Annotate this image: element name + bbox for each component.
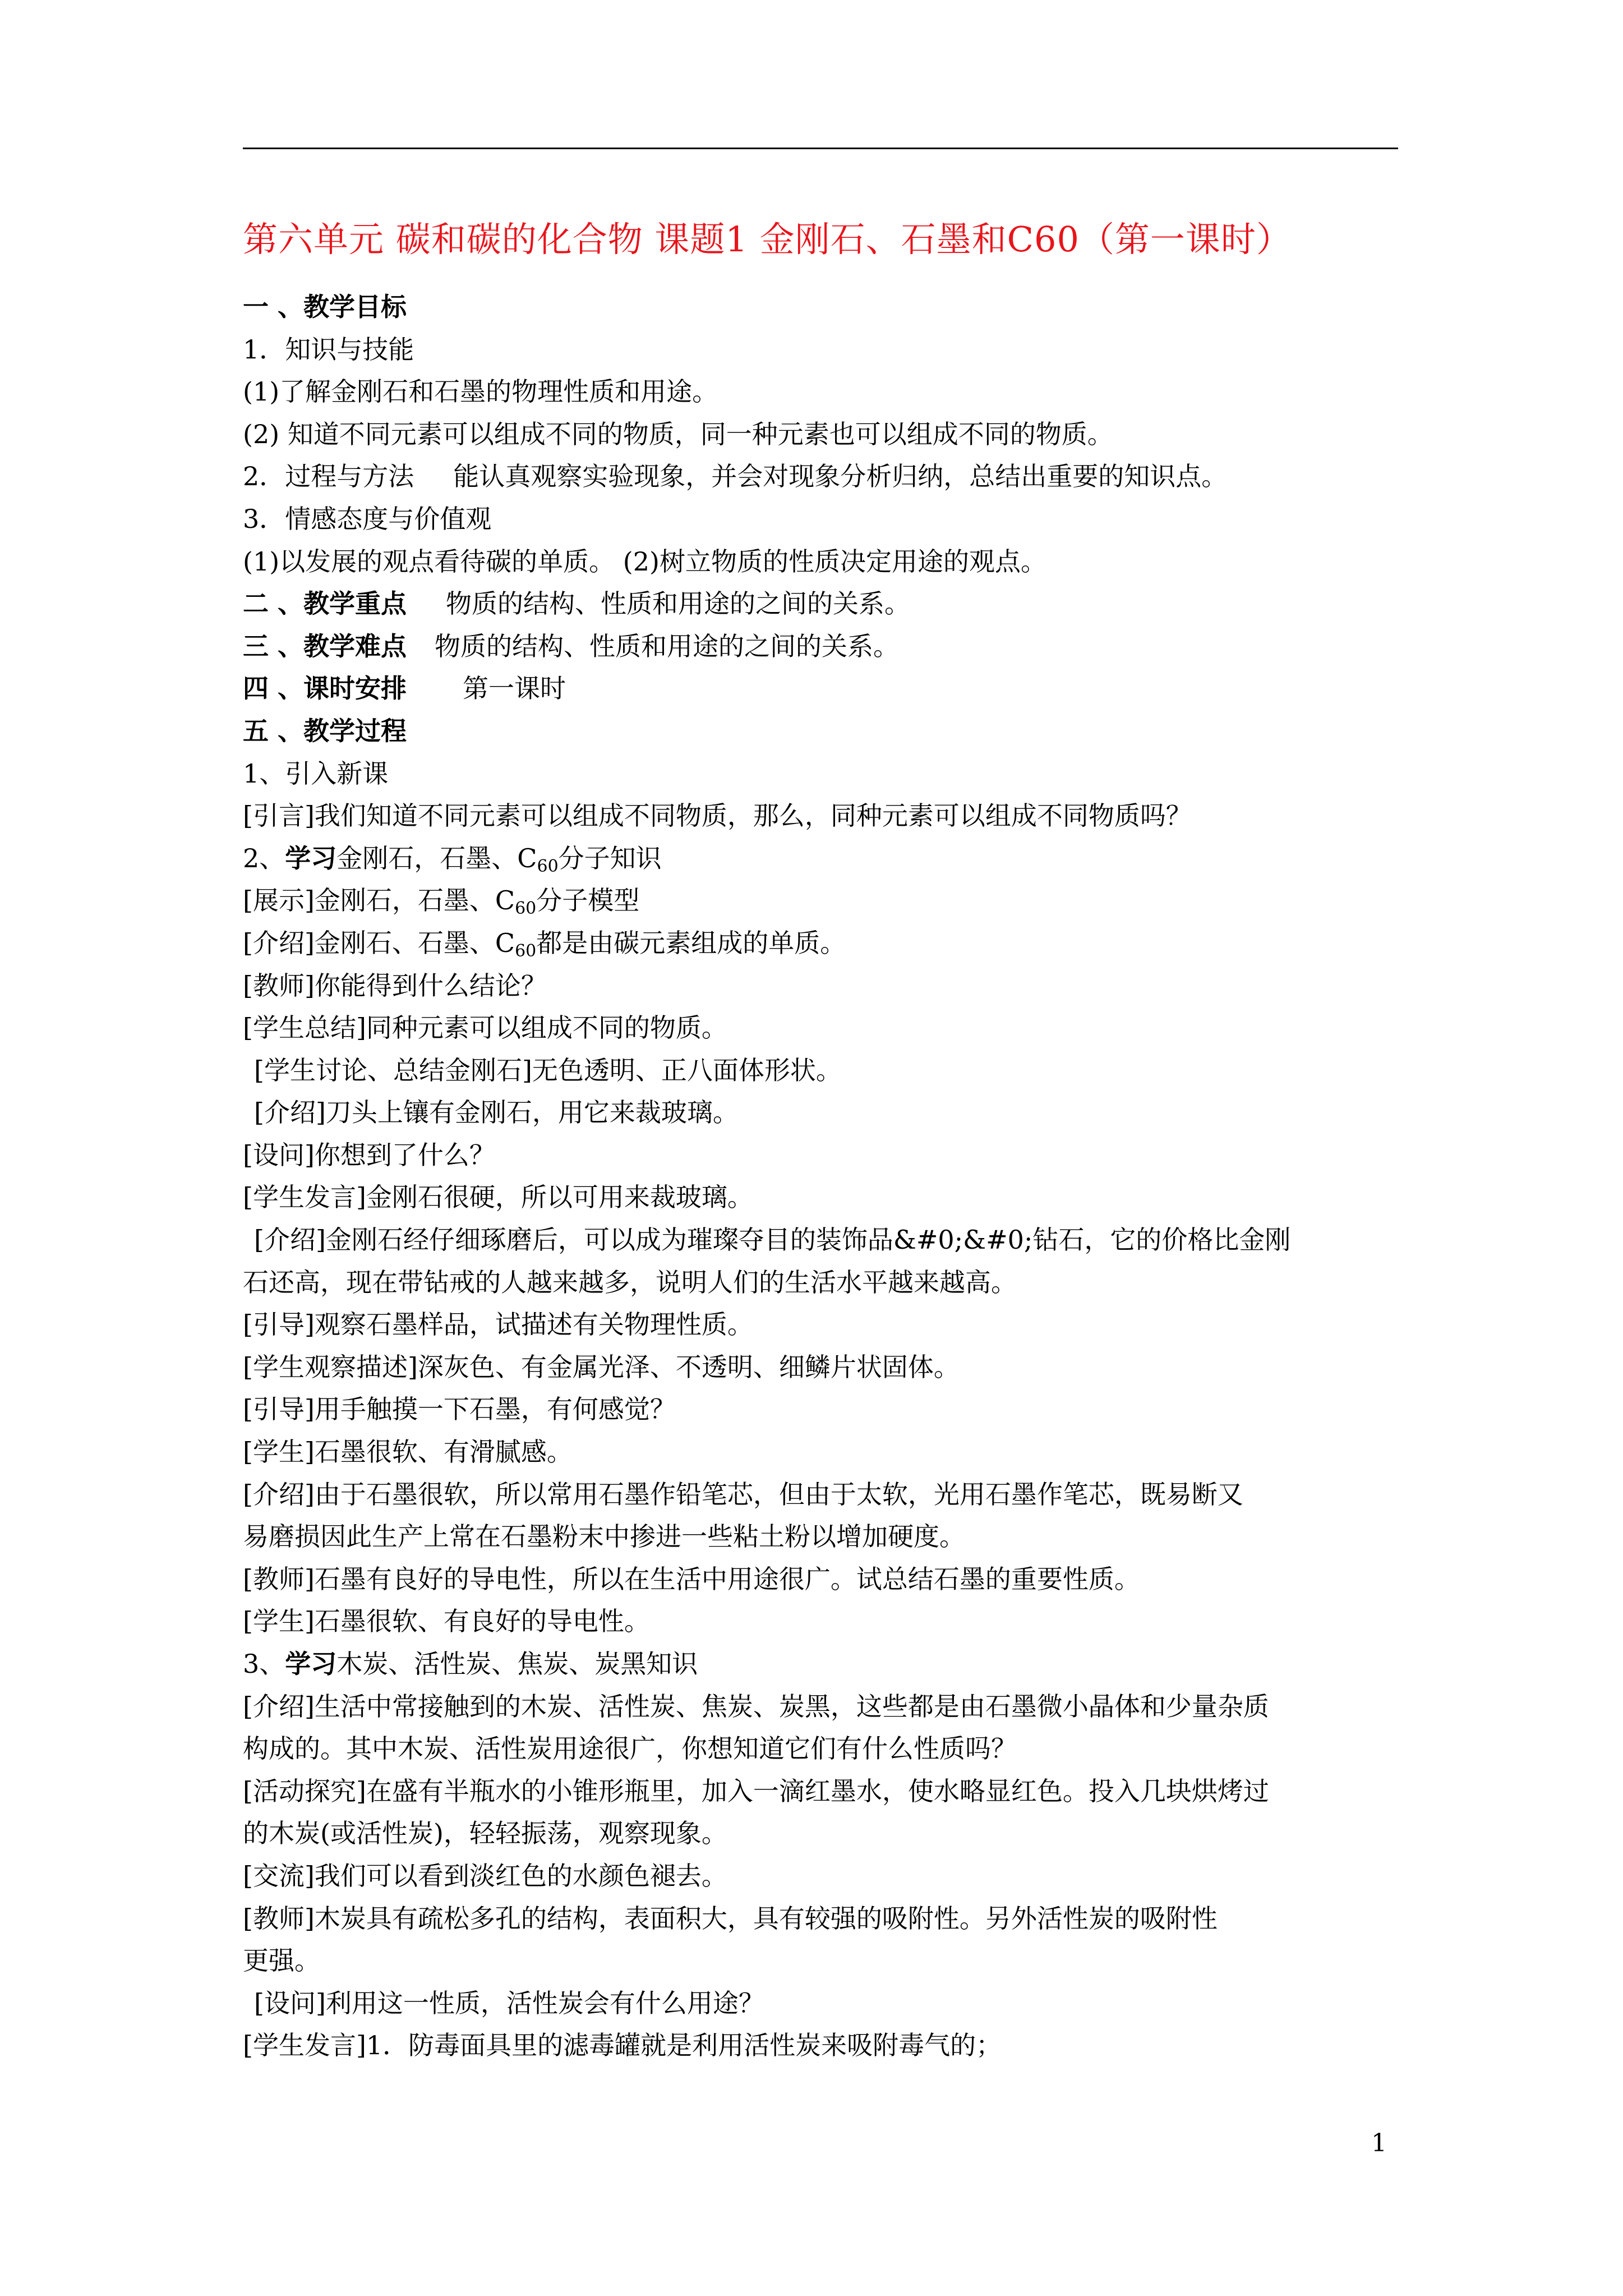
page-title: 第六单元 碳和碳的化合物 课题1 金刚石、石墨和C60（第一课时） [243,219,1292,260]
paragraph: [学生讨论、总结金刚石]无色透明、正八面体形状。 [254,1055,842,1085]
paragraph: 易磨损因此生产上常在石墨粉末中掺进一些粘土粉以增加硬度。 [243,1521,965,1552]
paragraph: (1)以发展的观点看待碳的单质。 (2)树立物质的性质决定用途的观点。 [243,546,1046,577]
text: 能认真观察实验现象，并会对现象分析归纳，总结出重要的知识点。 [453,461,1228,492]
paragraph: 3．情感态度与价值观 [243,503,492,534]
section-heading-objectives: 一 、教学目标 [243,292,407,322]
subscript: 60 [537,856,559,876]
paragraph: [介绍]生活中常接触到的木炭、活性炭、焦炭、炭黑，这些都是由石墨微小晶体和少量杂质 [243,1691,1269,1722]
number: 2、 [243,843,285,873]
paragraph: [学生]石墨很软、有良好的导电性。 [243,1606,650,1637]
paragraph: 构成的。其中木炭、活性炭用途很广，你想知道它们有什么性质吗？ [243,1733,1017,1764]
paragraph: [介绍]金刚石经仔细琢磨后，可以成为璀璨夺目的装饰品&#0;&#0;钻石，它的价格比金刚 [254,1225,1291,1255]
heading: 二 、教学重点 [243,588,407,619]
section-heading-difficulties [243,625,1404,668]
text: 都是由碳元素组成的单质。 [536,927,846,958]
section-heading-process: 五 、教学过程 [243,715,407,746]
heading: 三 、教学难点 [243,631,407,661]
label: 2．过程与方法 [243,461,414,492]
paragraph: [教师]你能得到什么结论？ [243,970,547,1001]
text: 木炭、活性炭、焦炭、炭黑知识 [336,1649,698,1679]
paragraph: [设问]你想到了什么？ [243,1139,495,1170]
section-heading-schedule [243,668,1404,710]
paragraph: [活动探究]在盛有半瓶水的小锥形瓶里，加入一滴红墨水，使水略显红色。投入几块烘烤过 [243,1775,1269,1806]
paragraph: (1)了解金刚石和石墨的物理性质和用途。 [243,376,718,407]
paragraph: 石还高，现在带钻戒的人越来越多，说明人们的生活水平越来越高。 [243,1267,1017,1297]
text: 分子模型 [536,885,640,916]
paragraph: [引导]观察石墨样品，试描述有关物理性质。 [243,1309,753,1340]
paragraph: [交流]我们可以看到淡红色的水颜色褪去。 [243,1860,727,1891]
paragraph [243,922,1404,965]
paragraph [243,880,1404,922]
paragraph: [介绍]刀头上镶有金刚石，用它来裁玻璃。 [254,1097,739,1128]
text: 分子知识 [558,843,662,873]
document-body [243,286,1404,2067]
paragraph: [学生观察描述]深灰色、有金属光泽、不透明、细鳞片状固体。 [243,1351,960,1382]
paragraph [243,455,1404,498]
paragraph: 1、引入新课 [243,758,389,789]
heading: 四 、课时安排 [243,673,407,704]
paragraph: [学生]石墨很软、有滑腻感。 [243,1437,573,1467]
paragraph: [学生发言]1．防毒面具里的滤毒罐就是利用活性炭来吸附毒气的； [243,2030,1002,2061]
paragraph: 1．知识与技能 [243,334,414,365]
text: 第一课时 [463,673,566,704]
text: 物质的结构、性质和用途的之间的关系。 [446,588,911,619]
paragraph: [设问]利用这一性质，活性炭会有什么用途？ [254,1987,764,2018]
paragraph: 的木炭(或活性炭)，轻轻振荡，观察现象。 [243,1818,727,1849]
subscript: 60 [515,899,537,919]
text: [介绍]金刚石、石墨、C [243,927,515,958]
paragraph [243,838,1404,880]
section-heading-key-points [243,583,1404,625]
text: 金刚石，石墨、C [336,843,537,873]
paragraph: (2) 知道不同元素可以组成不同的物质，同一种元素也可以组成不同的物质。 [243,418,1113,449]
number: 3、 [243,1649,285,1679]
paragraph [243,1643,1404,1686]
paragraph: [教师]木炭具有疏松多孔的结构，表面积大，具有较强的吸附性。另外活性炭的吸附性 [243,1903,1218,1934]
text: 物质的结构、性质和用途的之间的关系。 [435,631,900,661]
paragraph: [引言]我们知道不同元素可以组成不同物质，那么，同种元素可以组成不同物质吗？ [243,800,1192,831]
subscript: 60 [515,941,537,961]
paragraph: [介绍]由于石墨很软，所以常用石墨作铅笔芯，但由于太软，光用石墨作笔芯，既易断又 [243,1479,1243,1510]
bold-text: 学习 [285,1649,337,1679]
paragraph: 更强。 [243,1945,320,1976]
page-number: 1 [1371,2129,1387,2157]
paragraph: [学生发言]金刚石很硬，所以可用来裁玻璃。 [243,1182,753,1213]
bold-text: 学习 [285,843,337,873]
paragraph: [学生总结]同种元素可以组成不同的物质。 [243,1013,727,1043]
header-rule [243,148,1398,149]
paragraph: [引导]用手触摸一下石墨，有何感觉？ [243,1394,676,1425]
text: [展示]金刚石，石墨、C [243,885,515,916]
paragraph: [教师]石墨有良好的导电性，所以在生活中用途很广。试总结石墨的重要性质。 [243,1563,1140,1594]
